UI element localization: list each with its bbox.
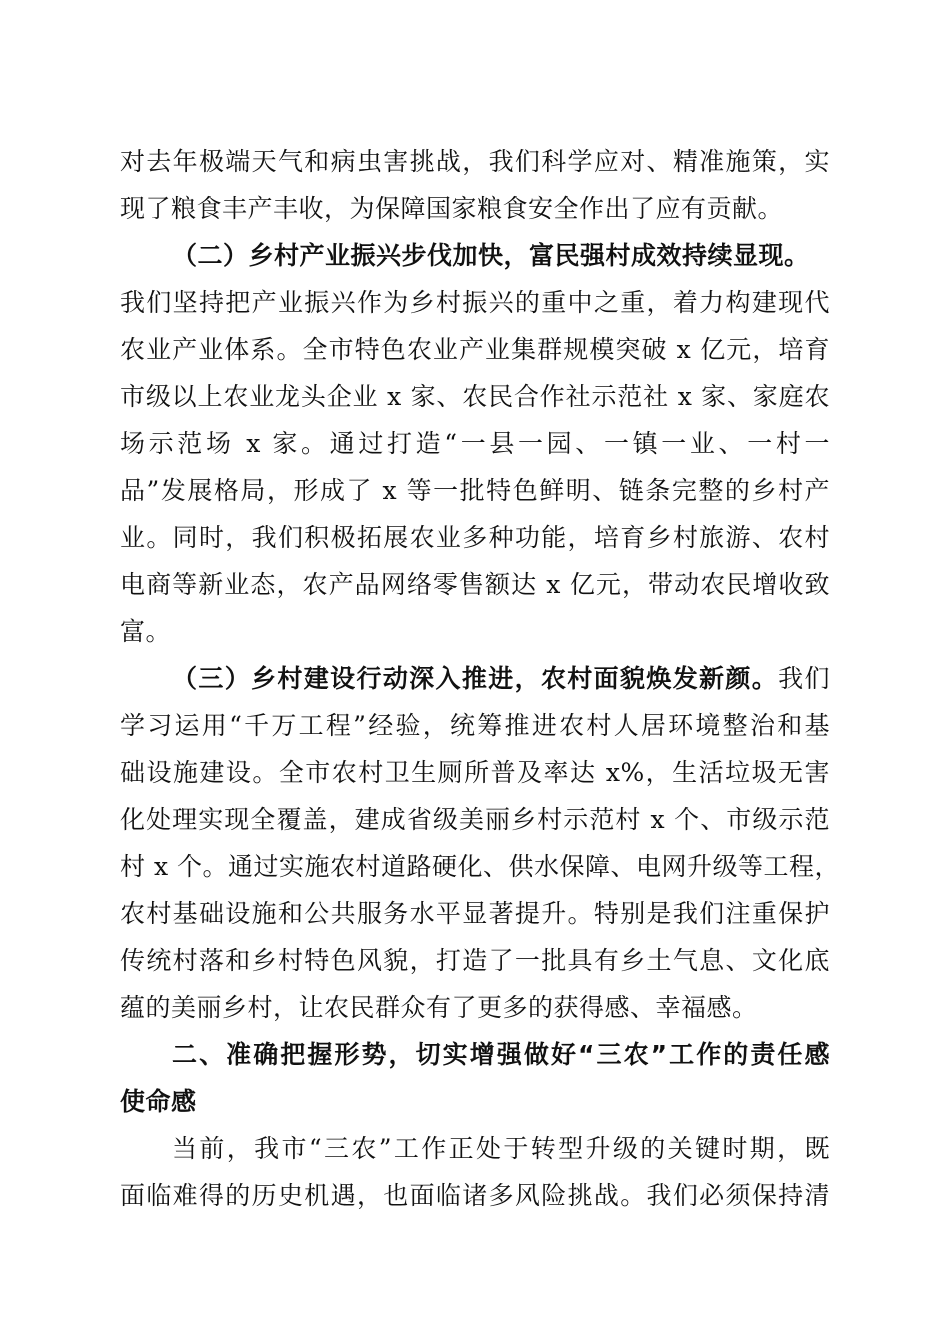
paragraph-line: 我们坚持把产业振兴作为乡村振兴的重中之重，着力构建现代 (120, 288, 830, 317)
paragraph-line: 场示范场 x 家。通过打造“一县一园、一镇一业、一村一 (120, 429, 830, 458)
section-subheading: （三）乡村建设行动深入推进，农村面貌焕发新颜。 (172, 664, 779, 693)
paragraph-line: 电商等新业态，农产品网络零售额达 x 亿元，带动农民增收致 (120, 570, 830, 599)
paragraph-line: 面临难得的历史机遇，也面临诸多风险挑战。我们必须保持清 (120, 1181, 830, 1210)
paragraph-line: 学习运用“千万工程”经验，统筹推进农村人居环境整治和基 (120, 711, 830, 740)
paragraph-line: 富。 (120, 617, 172, 646)
paragraph-text: 我们 (778, 664, 830, 693)
paragraph-line: 础设施建设。全市农村卫生厕所普及率达 x%，生活垃圾无害 (120, 758, 830, 787)
paragraph-line: 村 x 个。通过实施农村道路硬化、供水保障、电网升级等工程， (120, 852, 840, 881)
paragraph-line: 对去年极端天气和病虫害挑战，我们科学应对、精准施策，实 (120, 147, 830, 176)
paragraph-line: 品”发展格局，形成了 x 等一批特色鲜明、链条完整的乡村产 (120, 476, 830, 505)
paragraph-line: 化处理实现全覆盖，建成省级美丽乡村示范村 x 个、市级示范 (120, 805, 830, 834)
paragraph-line: 市级以上农业龙头企业 x 家、农民合作社示范社 x 家、家庭农 (120, 382, 830, 411)
section-subheading: （二）乡村产业振兴步伐加快，富民强村成效持续显现。 (172, 241, 810, 270)
paragraph-line: 当前，我市“三农”工作正处于转型升级的关键时期，既 (172, 1134, 830, 1163)
paragraph-line: 农村基础设施和公共服务水平显著提升。特别是我们注重保护 (120, 899, 830, 928)
paragraph-line: 农业产业体系。全市特色农业产业集群规模突破 x 亿元，培育 (120, 335, 830, 364)
paragraph-line: 现了粮食丰产丰收，为保障国家粮食安全作出了应有贡献。 (120, 194, 784, 223)
paragraph-line (172, 659, 830, 699)
section-heading: 使命感 (120, 1087, 197, 1116)
paragraph-line: 蕴的美丽乡村，让农民群众有了更多的获得感、幸福感。 (120, 993, 758, 1022)
paragraph-line: 传统村落和乡村特色风貌，打造了一批具有乡土气息、文化底 (120, 946, 830, 975)
section-heading: 二、准确把握形势，切实增强做好“三农”工作的责任感 (172, 1040, 830, 1069)
paragraph-line: 业。同时，我们积极拓展农业多种功能，培育乡村旅游、农村 (120, 523, 830, 552)
